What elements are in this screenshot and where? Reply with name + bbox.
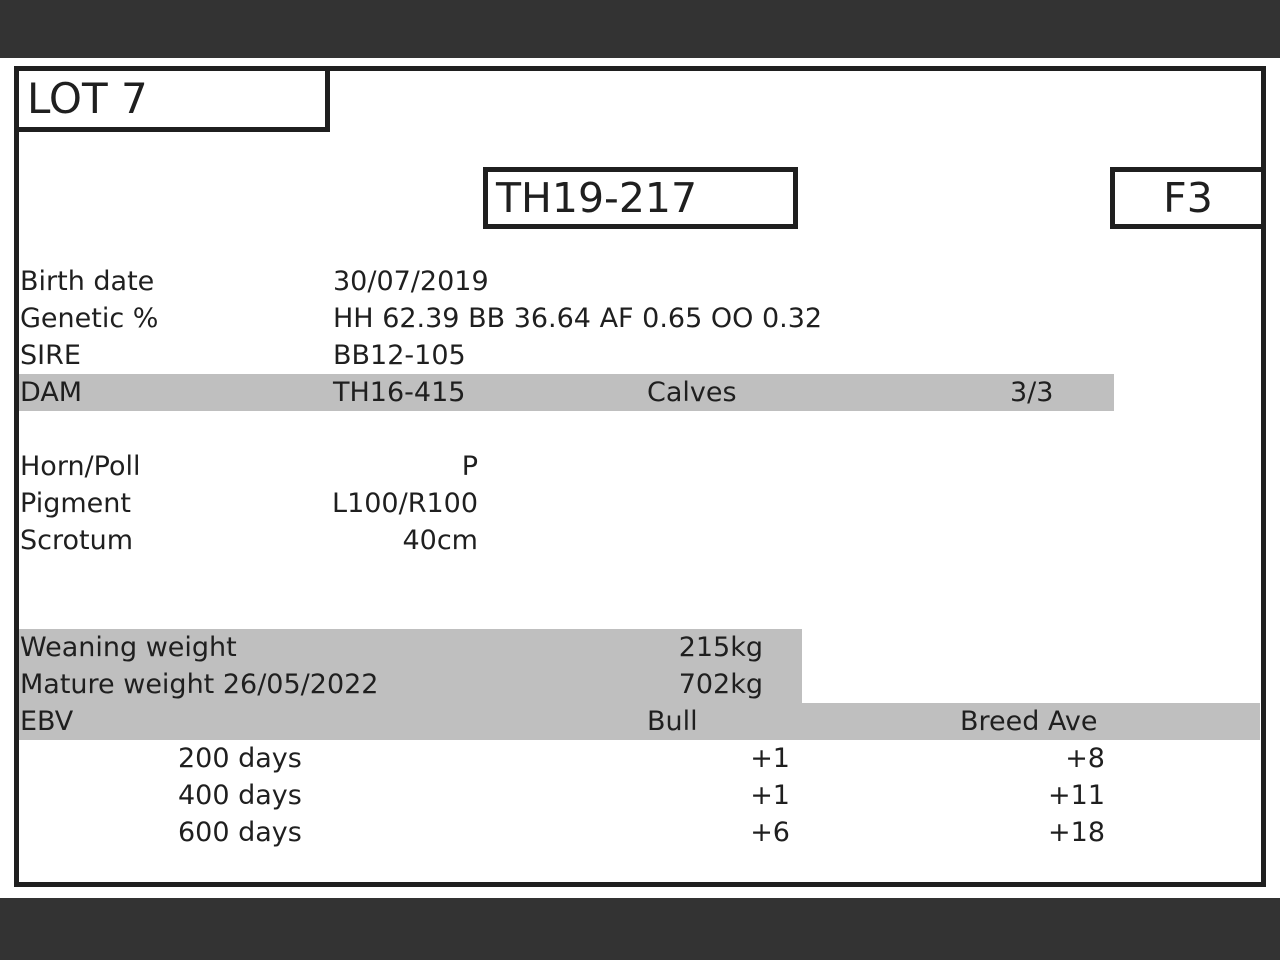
ebv-row-bull-value: +1 <box>750 743 790 774</box>
lot-number-label: LOT 7 <box>27 74 148 123</box>
scrotum-label: Scrotum <box>20 525 134 556</box>
pigment-label: Pigment <box>20 488 131 519</box>
animal-id-label: TH19-217 <box>496 174 698 222</box>
calves-value: 3/3 <box>1010 377 1054 408</box>
dam-row-highlight <box>14 374 1114 411</box>
sire-label: SIRE <box>20 340 81 371</box>
genetic-pct-label: Genetic % <box>20 303 159 334</box>
weaning-weight-label: Weaning weight <box>20 632 237 663</box>
calves-label: Calves <box>647 377 737 408</box>
ebv-row-breed-ave-value: +18 <box>1048 817 1105 848</box>
dam-value: TH16-415 <box>333 377 466 408</box>
ebv-row-bull-value: +6 <box>750 817 790 848</box>
scrotum-value: 40cm <box>402 525 478 556</box>
ebv-row-label: 600 days <box>178 817 302 848</box>
ebv-row-label: 400 days <box>178 780 302 811</box>
pigment-value: L100/R100 <box>332 488 478 519</box>
genetic-pct-value: HH 62.39 BB 36.64 AF 0.65 OO 0.32 <box>333 303 823 334</box>
mature-weight-value: 702kg <box>678 669 763 700</box>
ebv-col-bull: Bull <box>647 706 698 737</box>
grade-box <box>1110 167 1266 229</box>
top-dark-band <box>0 0 1280 58</box>
ebv-row-breed-ave-value: +8 <box>1065 743 1105 774</box>
ebv-row-bull-value: +1 <box>750 780 790 811</box>
horn-poll-value: P <box>461 451 478 482</box>
lot-number-box <box>14 66 330 132</box>
weaning-weight-value: 215kg <box>678 632 763 663</box>
dam-label: DAM <box>20 377 83 408</box>
ebv-row-label: 200 days <box>178 743 302 774</box>
ebv-row-breed-ave-value: +11 <box>1048 780 1105 811</box>
grade-label: F3 <box>1163 174 1213 222</box>
ebv-section-label: EBV <box>20 706 74 737</box>
birth-date-label: Birth date <box>20 266 155 297</box>
sire-value: BB12-105 <box>333 340 466 371</box>
ebv-col-breed-ave: Breed Ave <box>960 706 1098 737</box>
animal-id-box <box>483 167 798 229</box>
bottom-dark-band <box>0 898 1280 960</box>
birth-date-value: 30/07/2019 <box>333 266 489 297</box>
mature-weight-label: Mature weight 26/05/2022 <box>20 669 379 700</box>
horn-poll-label: Horn/Poll <box>20 451 141 482</box>
